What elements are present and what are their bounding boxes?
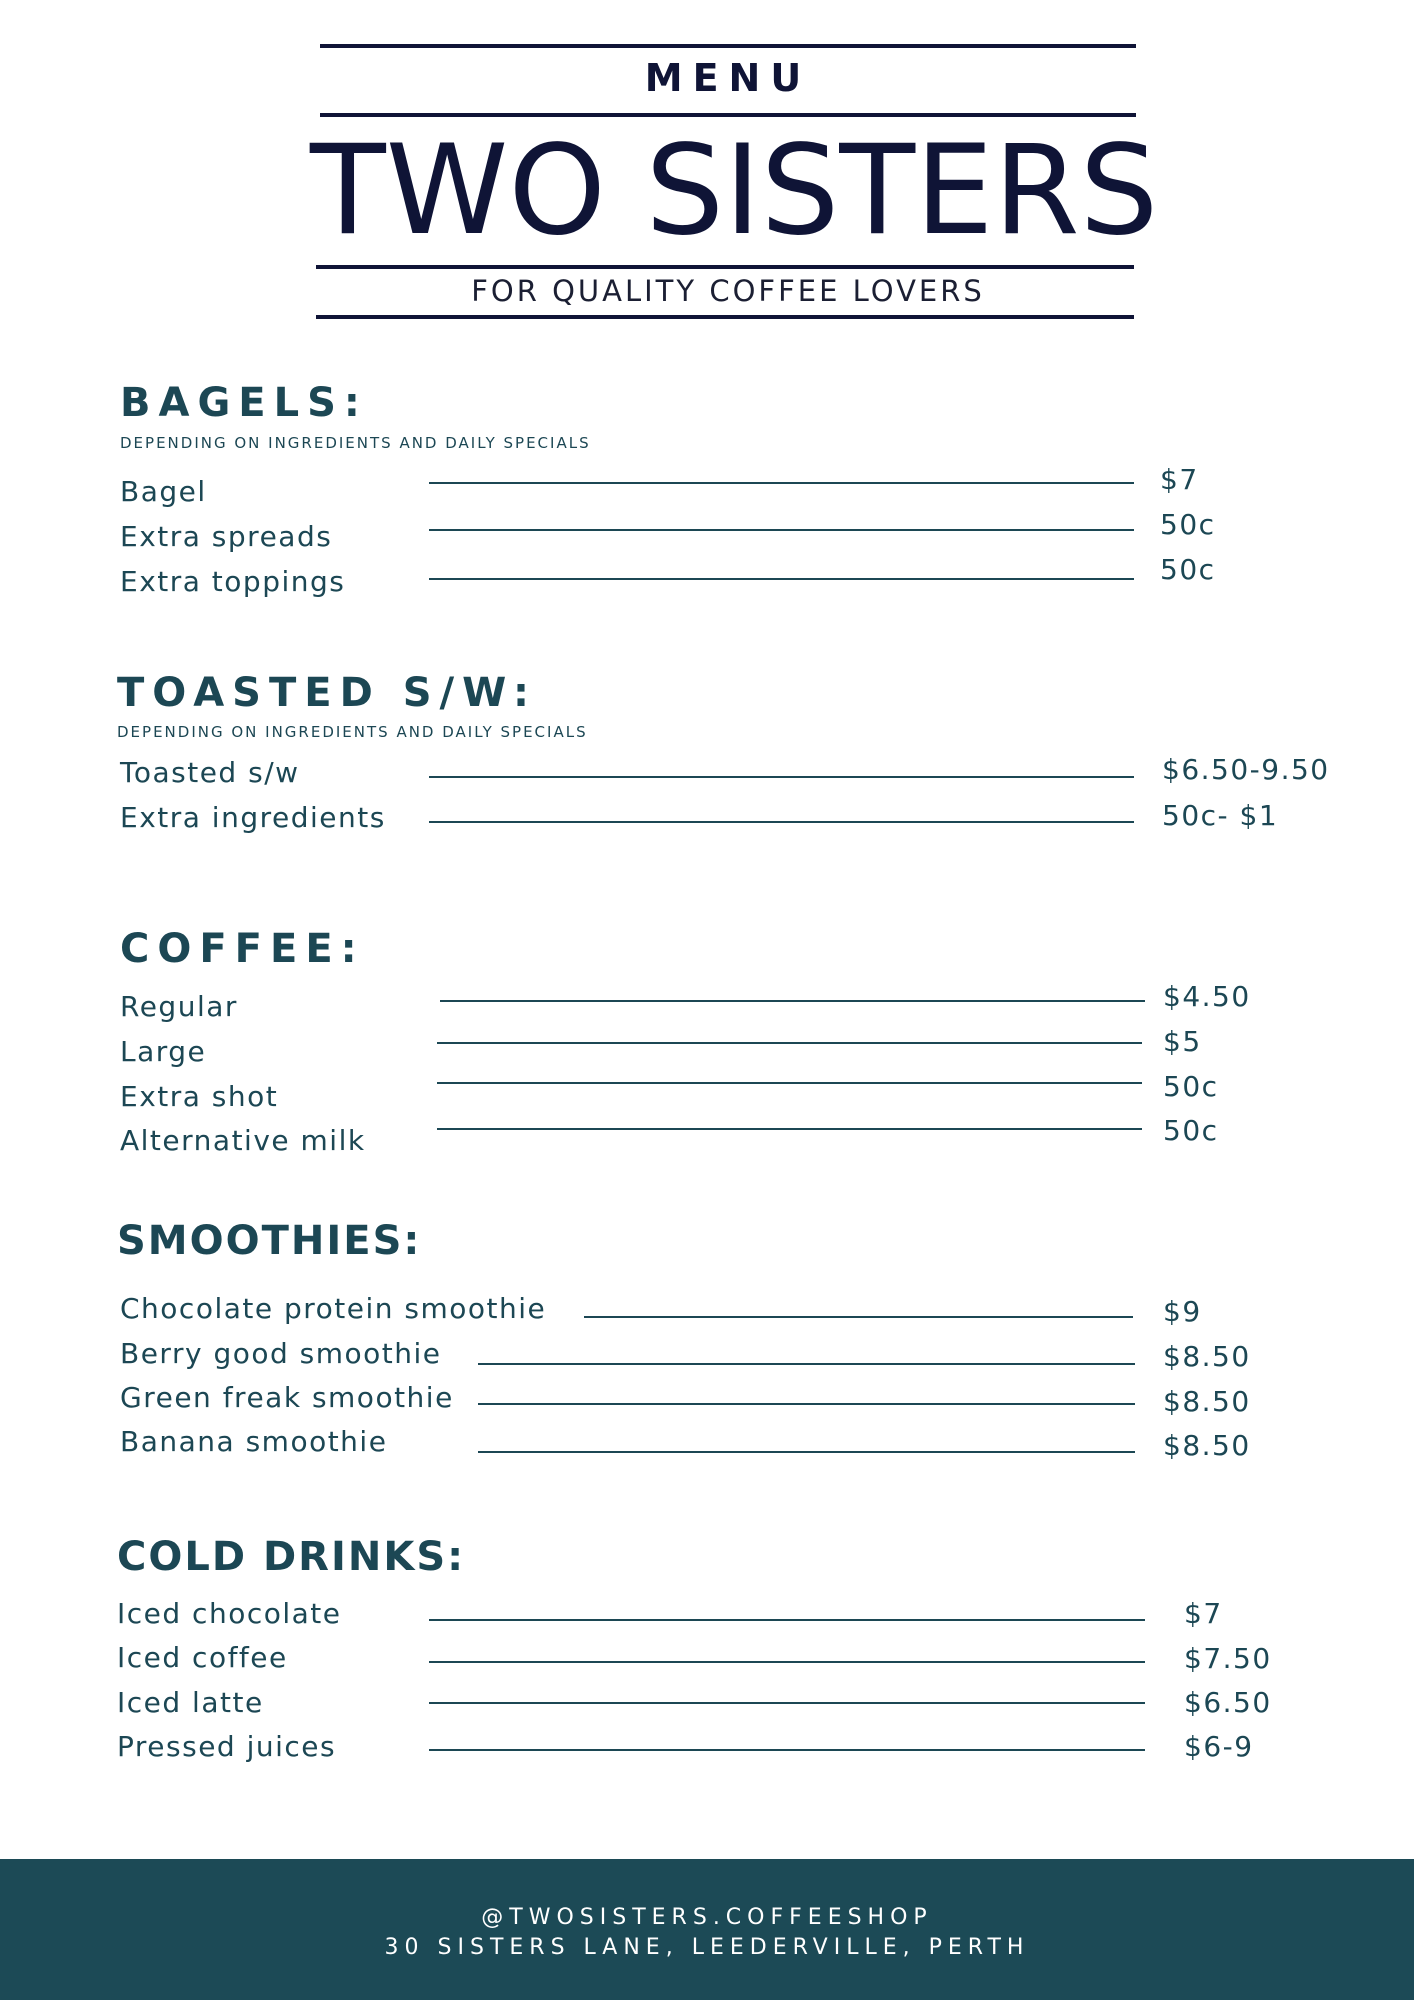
leader-line bbox=[584, 1316, 1133, 1318]
item-name: Regular bbox=[120, 990, 238, 1023]
section-title: TOASTED S/W: bbox=[117, 670, 538, 716]
shop-address: 30 SISTERS LANE, LEEDERVILLE, PERTH bbox=[384, 1935, 1030, 1960]
header-rule-top bbox=[320, 44, 1136, 48]
leader-line bbox=[429, 578, 1134, 580]
item-price: $4.50 bbox=[1163, 980, 1251, 1013]
leader-line bbox=[429, 482, 1134, 484]
item-price: 50c bbox=[1163, 1114, 1219, 1147]
leader-line bbox=[437, 1128, 1142, 1130]
leader-line bbox=[478, 1363, 1135, 1365]
section-subtitle: DEPENDING ON INGREDIENTS AND DAILY SPECIALS bbox=[117, 723, 588, 741]
header-rule-bottom bbox=[316, 315, 1134, 319]
item-name: Extra shot bbox=[120, 1080, 279, 1113]
leader-line bbox=[437, 1082, 1142, 1084]
item-name: Large bbox=[120, 1035, 207, 1068]
leader-line bbox=[440, 1000, 1145, 1002]
item-name: Bagel bbox=[120, 475, 207, 508]
leader-line bbox=[429, 776, 1134, 778]
tagline: FOR QUALITY COFFEE LOVERS bbox=[471, 274, 985, 308]
item-price: $8.50 bbox=[1163, 1385, 1251, 1418]
leader-line bbox=[429, 821, 1134, 823]
item-name: Banana smoothie bbox=[120, 1425, 388, 1458]
section-title: BAGELS: bbox=[120, 380, 368, 426]
item-name: Toasted s/w bbox=[120, 756, 300, 789]
item-price: 50c bbox=[1160, 553, 1216, 586]
item-price: 50c bbox=[1160, 508, 1216, 541]
item-price: $7 bbox=[1160, 463, 1199, 496]
item-price: 50c- $1 bbox=[1162, 799, 1279, 832]
item-price: $6.50 bbox=[1184, 1686, 1272, 1719]
item-name: Iced chocolate bbox=[117, 1597, 342, 1630]
leader-line bbox=[429, 1661, 1145, 1663]
leader-line bbox=[437, 1042, 1142, 1044]
leader-line bbox=[429, 1702, 1145, 1704]
brand-title: TWO SISTERS bbox=[310, 119, 1159, 263]
item-name: Chocolate protein smoothie bbox=[120, 1292, 547, 1325]
item-name: Extra spreads bbox=[120, 520, 333, 553]
item-name: Pressed juices bbox=[117, 1730, 337, 1763]
item-price: $8.50 bbox=[1163, 1340, 1251, 1373]
header-rule-2 bbox=[320, 113, 1136, 117]
item-price: 50c bbox=[1163, 1070, 1219, 1103]
item-price: $7.50 bbox=[1184, 1642, 1272, 1675]
section-title: COLD DRINKS: bbox=[117, 1534, 466, 1580]
leader-line bbox=[478, 1403, 1135, 1405]
item-name: Iced latte bbox=[117, 1686, 264, 1719]
header-rule-3 bbox=[316, 265, 1134, 269]
item-name: Green freak smoothie bbox=[120, 1381, 454, 1414]
item-name: Alternative milk bbox=[120, 1124, 366, 1157]
item-price: $6.50-9.50 bbox=[1162, 753, 1330, 786]
item-price: $9 bbox=[1163, 1295, 1202, 1328]
section-title: COFFEE: bbox=[120, 926, 365, 972]
item-price: $6-9 bbox=[1184, 1730, 1254, 1763]
leader-line bbox=[429, 529, 1134, 531]
item-name: Extra toppings bbox=[120, 565, 346, 598]
item-name: Iced coffee bbox=[117, 1641, 288, 1674]
item-price: $8.50 bbox=[1163, 1429, 1251, 1462]
item-name: Berry good smoothie bbox=[120, 1337, 442, 1370]
social-handle: @TWOSISTERS.COFFEESHOP bbox=[481, 1905, 933, 1930]
item-price: $5 bbox=[1163, 1025, 1202, 1058]
item-name: Extra ingredients bbox=[120, 801, 386, 834]
menu-label: MENU bbox=[644, 56, 812, 100]
leader-line bbox=[478, 1451, 1135, 1453]
section-title: SMOOTHIES: bbox=[117, 1218, 422, 1264]
leader-line bbox=[429, 1749, 1145, 1751]
section-subtitle: DEPENDING ON INGREDIENTS AND DAILY SPECIALS bbox=[120, 434, 591, 452]
leader-line bbox=[429, 1619, 1145, 1621]
item-price: $7 bbox=[1184, 1597, 1223, 1630]
